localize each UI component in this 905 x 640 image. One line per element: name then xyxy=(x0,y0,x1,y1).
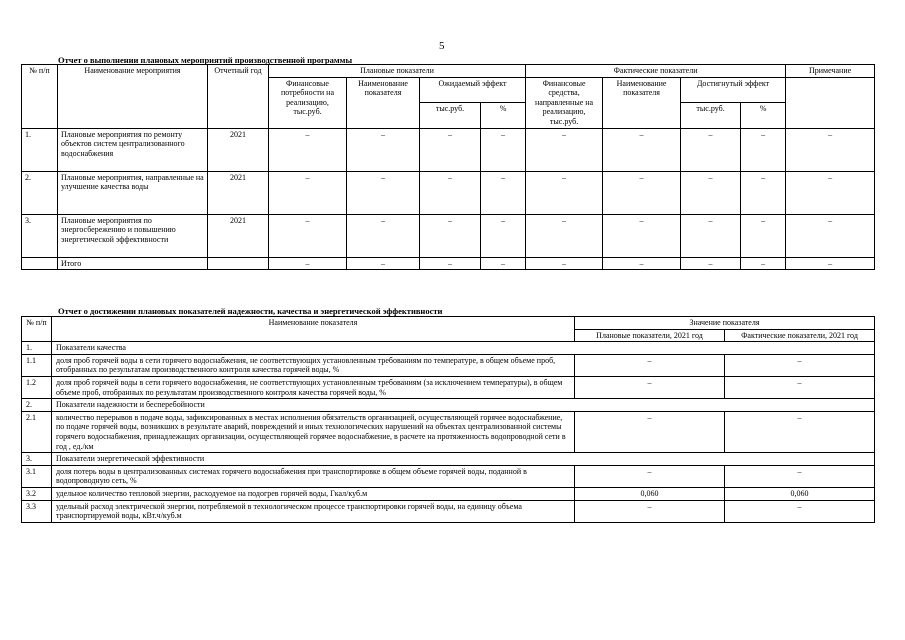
row-cell: – xyxy=(603,214,681,257)
row-num: 2. xyxy=(22,171,58,214)
row-cell: – xyxy=(420,128,481,171)
row-cell: – xyxy=(741,128,786,171)
row-cell: – xyxy=(526,171,603,214)
table-row xyxy=(22,500,875,522)
row-cell: – xyxy=(786,171,875,214)
t1-header-planned: Плановые показатели xyxy=(269,65,526,78)
t1-header-actual: Фактические показатели xyxy=(526,65,786,78)
total-cell: – xyxy=(603,257,681,270)
row-cell: – xyxy=(347,128,420,171)
row-year: 2021 xyxy=(208,128,269,171)
row-actual: 0,060 xyxy=(725,487,875,500)
row-cell: – xyxy=(347,171,420,214)
row-cell: – xyxy=(786,214,875,257)
t1-header-actual-ind: Наименование показателя xyxy=(603,77,681,128)
row-name: Плановые мероприятия по энергосбережению и повышению энергетической эффективности xyxy=(58,214,208,257)
section-row xyxy=(22,399,875,412)
total-label: Итого xyxy=(58,257,208,270)
row-cell: – xyxy=(420,171,481,214)
total-cell: – xyxy=(347,257,420,270)
t2-header-planned: Плановые показатели, 2021 год xyxy=(575,329,725,342)
table-row xyxy=(22,376,875,398)
row-cell: – xyxy=(481,171,526,214)
row-name: Плановые мероприятия по ремонту объектов систем централизованного водоснабжения xyxy=(58,128,208,171)
row-planned: – xyxy=(575,411,725,452)
t1-header-achieved-pct: % xyxy=(741,103,786,128)
row-cell: – xyxy=(786,128,875,171)
t1-header-expected-pct: % xyxy=(481,103,526,128)
table-row xyxy=(22,354,875,376)
section-label: Показатели надежности и бесперебойности xyxy=(52,399,875,412)
row-name: доля проб горячей воды в сети горячего водоснабжения, не соответствующих установленным требованиям по температуре, в общем объеме проб, отобранных по результатам производственного контроля качества горячей воды, % xyxy=(52,354,575,376)
row-actual: – xyxy=(725,376,875,398)
row-num: 3. xyxy=(22,453,52,466)
row-cell: – xyxy=(526,214,603,257)
row-planned: 0,060 xyxy=(575,487,725,500)
total-cell: – xyxy=(269,257,347,270)
t1-header-expected: Ожидаемый эффект xyxy=(420,77,526,102)
row-cell: – xyxy=(681,214,741,257)
row-planned: – xyxy=(575,465,725,487)
t1-header-achieved-thous: тыс.руб. xyxy=(681,103,741,128)
t1-header-note: Примечание xyxy=(786,65,875,78)
row-cell: – xyxy=(526,128,603,171)
row-name: Плановые мероприятия, направленные на улучшение качества воды xyxy=(58,171,208,214)
row-actual: – xyxy=(725,411,875,452)
row-cell: – xyxy=(741,171,786,214)
table-row xyxy=(22,171,875,214)
row-name: удельный расход электрической энергии, потребляемой в технологическом процессе транспортировки горячей воды, на единицу объема транспортируемой воды, кВт.ч/куб.м xyxy=(52,500,575,522)
t1-header-name: Наименование мероприятия xyxy=(58,65,208,129)
table-row xyxy=(22,214,875,257)
row-planned: – xyxy=(575,500,725,522)
row-actual: – xyxy=(725,465,875,487)
table-row xyxy=(22,128,875,171)
row-num: 2. xyxy=(22,399,52,412)
table-row xyxy=(22,465,875,487)
table-row xyxy=(22,487,875,500)
row-year: 2021 xyxy=(208,214,269,257)
row-num: 2.1 xyxy=(22,411,52,452)
t1-header-year: Отчетный год xyxy=(208,65,269,129)
total-cell: – xyxy=(741,257,786,270)
indicators-table xyxy=(21,316,875,523)
t2-header-name: Наименование показателя xyxy=(52,317,575,342)
table1-title: Отчет о выполнении плановых мероприятий производственной программы xyxy=(58,55,353,65)
total-year-empty xyxy=(208,257,269,270)
row-name: доля проб горячей воды в сети горячего водоснабжения, не соответствующих установленным требованиям (за исключением температуры), в общем объеме проб, отобранных по результатам производственного контроля качества горячей воды, % xyxy=(52,376,575,398)
t2-header-actual: Фактические показатели, 2021 год xyxy=(725,329,875,342)
t2-header-value: Значение показателя xyxy=(575,317,875,330)
section-row xyxy=(22,342,875,355)
row-cell: – xyxy=(269,171,347,214)
row-name: удельное количество тепловой энергии, расходуемое на подогрев горячей воды, Гкал/куб.м xyxy=(52,487,575,500)
row-num: 1.1 xyxy=(22,354,52,376)
section-label: Показатели качества xyxy=(52,342,875,355)
t1-header-achieved: Достигнутый эффект xyxy=(681,77,786,102)
row-cell: – xyxy=(603,171,681,214)
total-cell: – xyxy=(681,257,741,270)
t1-header-note-empty xyxy=(786,77,875,128)
row-num: 1. xyxy=(22,128,58,171)
row-planned: – xyxy=(575,376,725,398)
row-num: 3.1 xyxy=(22,465,52,487)
row-cell: – xyxy=(420,214,481,257)
total-cell: – xyxy=(526,257,603,270)
row-actual: – xyxy=(725,354,875,376)
table-row xyxy=(22,411,875,452)
row-planned: – xyxy=(575,354,725,376)
row-cell: – xyxy=(603,128,681,171)
row-num: 3. xyxy=(22,214,58,257)
row-cell: – xyxy=(681,128,741,171)
row-name: доля потерь воды в централизованных системах горячего водоснабжения при транспортировке в общем объеме горячей воды, поданной в водопроводную сеть, % xyxy=(52,465,575,487)
production-program-table xyxy=(21,64,875,270)
total-num-empty xyxy=(22,257,58,270)
row-cell: – xyxy=(347,214,420,257)
total-row xyxy=(22,257,875,270)
table2-title: Отчет о достижении плановых показателей надежности, качества и энергетической эффективности xyxy=(58,306,443,316)
t1-header-planned-ind: Наименование показателя xyxy=(347,77,420,128)
section-row xyxy=(22,453,875,466)
row-name: количество перерывов в подаче воды, зафиксированных в местах исполнения обязательств организацией, осуществляющей горячее водоснабжение, по подаче горячей воды, возникших в результате аварий, повреждений и иных технологических нарушений на объектах централизованной системы горячего водоснабжения, принадлежащих организации, осуществляющей горячее водоснабжение, в расчете на протяженность водопроводной сети в год , ед./км xyxy=(52,411,575,452)
t1-header-expected-thous: тыс.руб. xyxy=(420,103,481,128)
row-cell: – xyxy=(269,214,347,257)
row-num: 1. xyxy=(22,342,52,355)
t1-header-actual-fin: Финансовые средства, направленные на реализацию, тыс.руб. xyxy=(526,77,603,128)
row-cell: – xyxy=(681,171,741,214)
row-num: 3.3 xyxy=(22,500,52,522)
row-cell: – xyxy=(269,128,347,171)
total-cell: – xyxy=(481,257,526,270)
total-cell: – xyxy=(786,257,875,270)
row-cell: – xyxy=(481,128,526,171)
row-actual: – xyxy=(725,500,875,522)
row-num: 1.2 xyxy=(22,376,52,398)
section-label: Показатели энергетической эффективности xyxy=(52,453,875,466)
row-num: 3.2 xyxy=(22,487,52,500)
row-cell: – xyxy=(481,214,526,257)
page-number: 5 xyxy=(439,40,445,52)
t2-header-num: № п/п xyxy=(22,317,52,342)
total-cell: – xyxy=(420,257,481,270)
row-year: 2021 xyxy=(208,171,269,214)
t1-header-planned-fin: Финансовые потребности на реализацию, тыс.руб. xyxy=(269,77,347,128)
t1-header-num: № п/п xyxy=(22,65,58,129)
row-cell: – xyxy=(741,214,786,257)
